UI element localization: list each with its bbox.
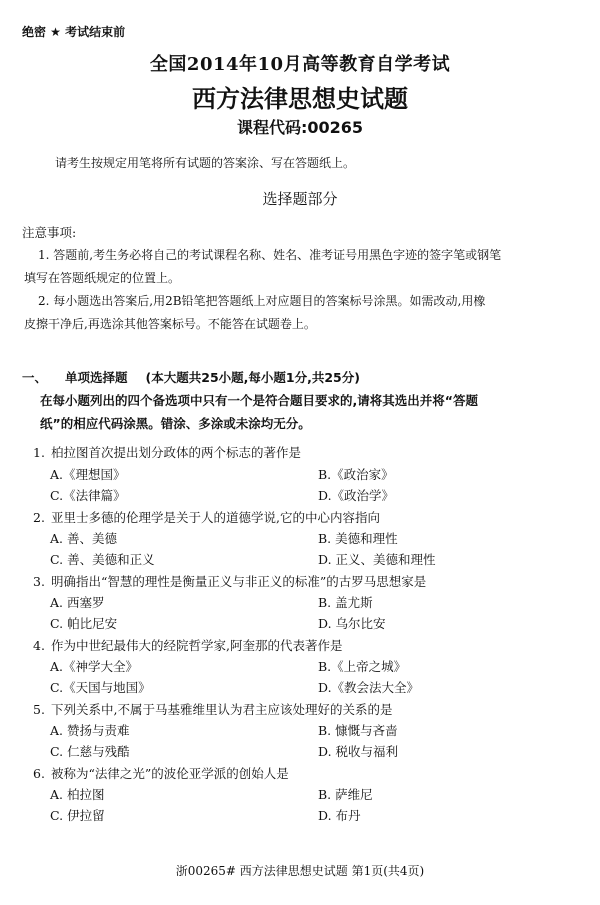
question-number: 6. [33, 766, 45, 781]
option-c: C.《天国与地国》 [50, 680, 151, 695]
question-text: 柏拉图首次提出划分政体的两个标志的著作是 [51, 445, 302, 460]
part-one-heading [22, 368, 360, 386]
option-a: A. 西塞罗 [50, 595, 105, 610]
option-c: C. 仁慈与残酷 [50, 744, 130, 759]
subject-title: 西方法律思想史试题 [192, 85, 408, 113]
course-code: 课程代码:00265 [236, 118, 364, 137]
question-text: 作为中世纪最伟大的经院哲学家,阿奎那的代表著作是 [51, 638, 343, 653]
option-b: B. 慷慨与吝啬 [318, 723, 398, 738]
question-number: 3. [33, 574, 45, 589]
notes-heading: 注意事项: [22, 225, 77, 240]
option-a: A. 善、美德 [50, 531, 117, 546]
question-number: 4. [33, 638, 45, 653]
part-one-number: 一、 [22, 370, 48, 385]
note-2-line-1: 2. 每小题选出答案后,用2B铅笔把答题纸上对应题目的答案标号涂黑。如需改动,用橡 [38, 294, 486, 308]
option-c: C. 伊拉留 [50, 808, 105, 823]
part-one-desc-line-1: 在每小题列出的四个备选项中只有一个是符合题目要求的,请将其选出并将“答题 [40, 393, 478, 408]
note-1-line-2: 填写在答题纸规定的位置上。 [24, 271, 181, 285]
option-a: A.《神学大全》 [50, 659, 139, 674]
option-b: B.《政治家》 [318, 467, 394, 482]
option-b: B.《上帝之城》 [318, 659, 407, 674]
option-b: B. 萨维尼 [318, 787, 373, 802]
question-text: 被称为“法律之光”的波伦亚学派的创始人是 [51, 766, 289, 781]
confidential-label: 绝密 ★ 考试结束前 [22, 25, 126, 39]
option-a: A. 柏拉图 [50, 787, 105, 802]
part-one-score: (本大题共25小题,每小题1分,共25分) [145, 370, 360, 385]
option-c: C.《法律篇》 [50, 488, 126, 503]
question-text: 亚里士多德的伦理学是关于人的道德学说,它的中心内容指向 [51, 510, 380, 525]
section-title: 选择题部分 [262, 190, 338, 208]
option-b: B. 盖尤斯 [318, 595, 373, 610]
question-stem [33, 443, 301, 461]
option-d: D. 布丹 [318, 808, 361, 823]
option-a: A. 赞扬与责难 [50, 723, 130, 738]
question-stem [33, 764, 289, 782]
option-d: D. 税收与福利 [318, 744, 399, 759]
question-number: 1. [33, 445, 45, 460]
page-footer: 浙00265# 西方法律思想史试题 第1页(共4页) [175, 864, 425, 878]
question-text: 明确指出“智慧的理性是衡量正义与非正义的标准”的古罗马思想家是 [51, 574, 427, 589]
note-1-line-1: 1. 答题前,考生务必将自己的考试课程名称、姓名、准考证号用黑色字迹的签字笔或钢笔 [38, 248, 502, 262]
exam-title: 全国2014年10月高等教育自学考试 [149, 54, 451, 75]
option-d: D.《教会法大全》 [318, 680, 420, 695]
question-number: 5. [33, 702, 45, 717]
part-one-desc-line-2: 纸”的相应代码涂黑。错涂、多涂或未涂均无分。 [40, 416, 311, 431]
question-stem [33, 636, 342, 654]
answer-instruction: 请考生按规定用笔将所有试题的答案涂、写在答题纸上。 [55, 156, 356, 170]
question-stem [33, 508, 380, 526]
option-b: B. 美德和理性 [318, 531, 398, 546]
option-d: D. 正义、美德和理性 [318, 552, 436, 567]
option-c: C. 善、美德和正义 [50, 552, 155, 567]
option-a: A.《理想国》 [50, 467, 126, 482]
question-stem [33, 700, 392, 718]
option-d: D. 乌尔比安 [318, 616, 386, 631]
question-stem [33, 572, 426, 590]
question-number: 2. [33, 510, 45, 525]
option-c: C. 帕比尼安 [50, 616, 118, 631]
option-d: D.《政治学》 [318, 488, 395, 503]
note-2-line-2: 皮擦干净后,再选涂其他答案标号。不能答在试题卷上。 [24, 317, 316, 331]
question-text: 下列关系中,不属于马基雅维里认为君主应该处理好的关系的是 [51, 702, 393, 717]
part-one-title: 单项选择题 [65, 370, 128, 385]
